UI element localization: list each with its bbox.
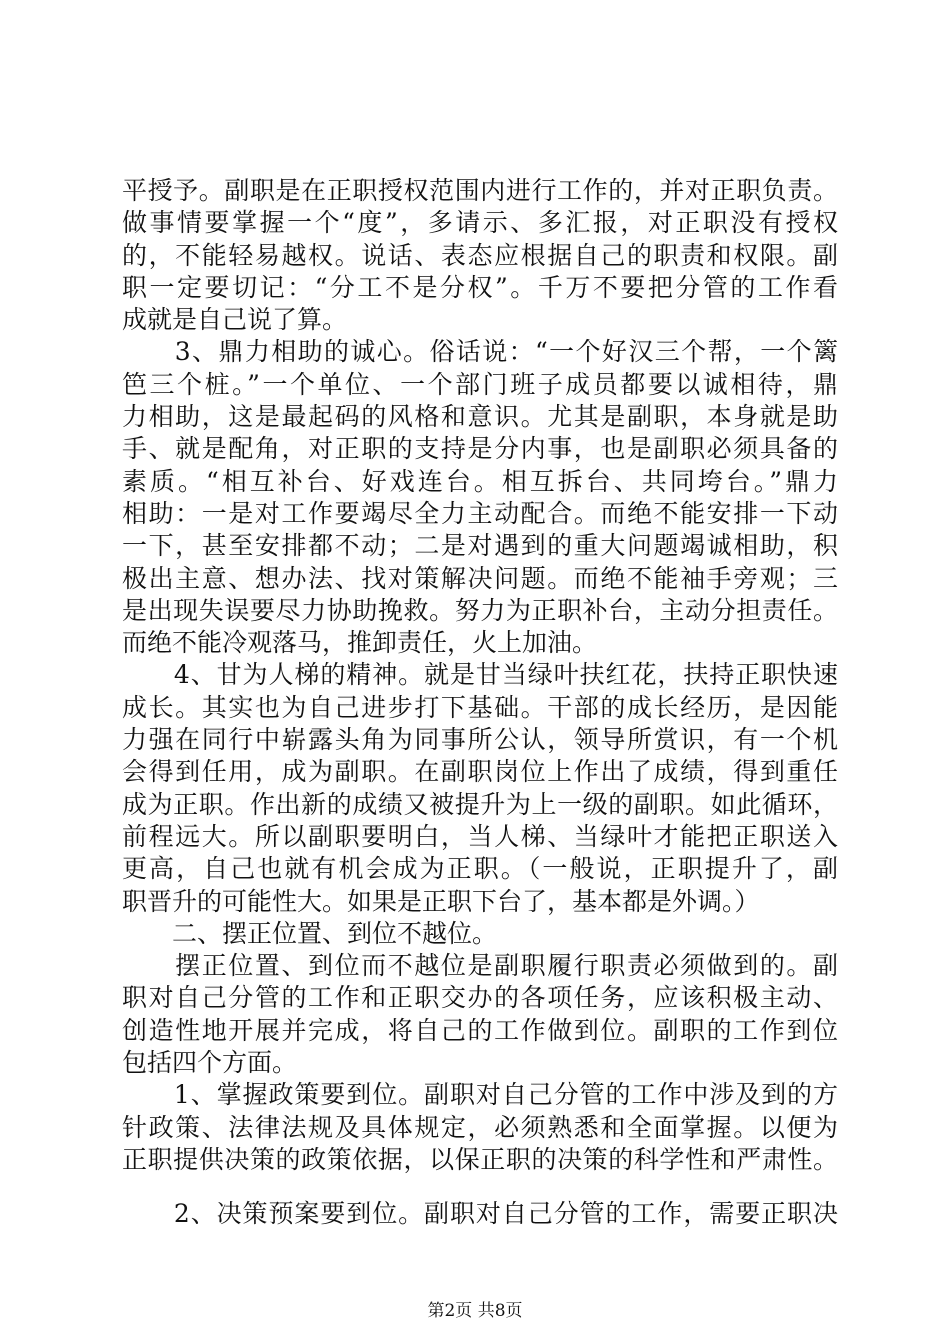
text-line: 3、鼎力相助的诚心。俗话说：“一个好汉三个帮，一个篱: [122, 337, 838, 367]
text-line: 前程远大。所以副职要明白，当人梯、当绿叶才能把正职送入: [122, 821, 838, 851]
document-body: [122, 175, 838, 1231]
section-heading: 二、摆正位置、到位不越位。: [122, 918, 498, 948]
page-number-footer: 第2页 共8页: [427, 1301, 523, 1321]
text-line: 手、就是配角，对正职的支持是分内事，也是副职必须具备的: [122, 434, 838, 464]
text-line: 2、决策预案要到位。副职对自己分管的工作，需要正职决: [122, 1199, 838, 1229]
text-line: 1、掌握政策要到位。副职对自己分管的工作中涉及到的方: [122, 1080, 838, 1110]
text-line: 更高，自己也就有机会成为正职。（一般说，正职提升了，副: [122, 854, 838, 884]
text-line: 职对自己分管的工作和正职交办的各项任务，应该积极主动、: [122, 983, 838, 1013]
text-line: 力相助，这是最起码的风格和意识。尤其是副职，本身就是助: [122, 402, 838, 432]
text-line: 职一定要切记：“分工不是分权”。千万不要把分管的工作看: [122, 272, 838, 302]
text-line: 而绝不能冷观落马，推卸责任，火上加油。: [122, 628, 598, 658]
blank-line: [122, 1176, 838, 1198]
text-line: 成长。其实也为自己进步打下基础。干部的成长经历，是因能: [122, 692, 838, 722]
text-line: 摆正位置、到位而不越位是副职履行职责必须做到的。副: [122, 951, 838, 981]
text-line: 相助：一是对工作要竭尽全力主动配合。而绝不能安排一下动: [122, 498, 838, 528]
text-line: 的，不能轻易越权。说话、表态应根据自己的职责和权限。副: [122, 240, 838, 270]
text-line: 正职提供决策的政策依据，以保正职的决策的科学性和严肃性。: [122, 1144, 838, 1174]
text-line: 成为正职。作出新的成绩又被提升为上一级的副职。如此循环，: [122, 789, 838, 819]
text-line: 职晋升的可能性大。如果是正职下台了，基本都是外调。）: [122, 886, 760, 916]
text-line: 针政策、法律法规及具体规定，必须熟悉和全面掌握。以便为: [122, 1112, 838, 1142]
text-line: 平授予。副职是在正职授权范围内进行工作的，并对正职负责。: [122, 176, 838, 205]
text-line: 笆三个桩。”一个单位、一个部门班子成员都要以诚相待，鼎: [122, 369, 838, 399]
text-line: 做事情要掌握一个“度”，多请示、多汇报，对正职没有授权: [122, 208, 838, 238]
text-line: 包括四个方面。: [122, 1048, 298, 1078]
text-line: 会得到任用，成为副职。在副职岗位上作出了成绩，得到重任: [122, 757, 838, 787]
text-line: 一下，甚至安排都不动；二是对遇到的重大问题竭诚相助，积: [122, 531, 838, 561]
text-line: 创造性地开展并完成，将自己的工作做到位。副职的工作到位: [122, 1015, 838, 1045]
text-line: 4、甘为人梯的精神。就是甘当绿叶扶红花，扶持正职快速: [122, 660, 838, 690]
text-line: 素质。“相互补台、好戏连台。相互拆台、共同垮台。”鼎力: [122, 466, 838, 496]
text-line: 极出主意、想办法、找对策解决问题。而绝不能袖手旁观；三: [122, 563, 838, 593]
text-line: 是出现失误要尽力协助挽救。努力为正职补台，主动分担责任。: [122, 595, 838, 625]
text-line: 力强在同行中崭露头角为同事所公认，领导所赏识，有一个机: [122, 725, 838, 755]
text-line: 成就是自己说了算。: [122, 305, 348, 335]
